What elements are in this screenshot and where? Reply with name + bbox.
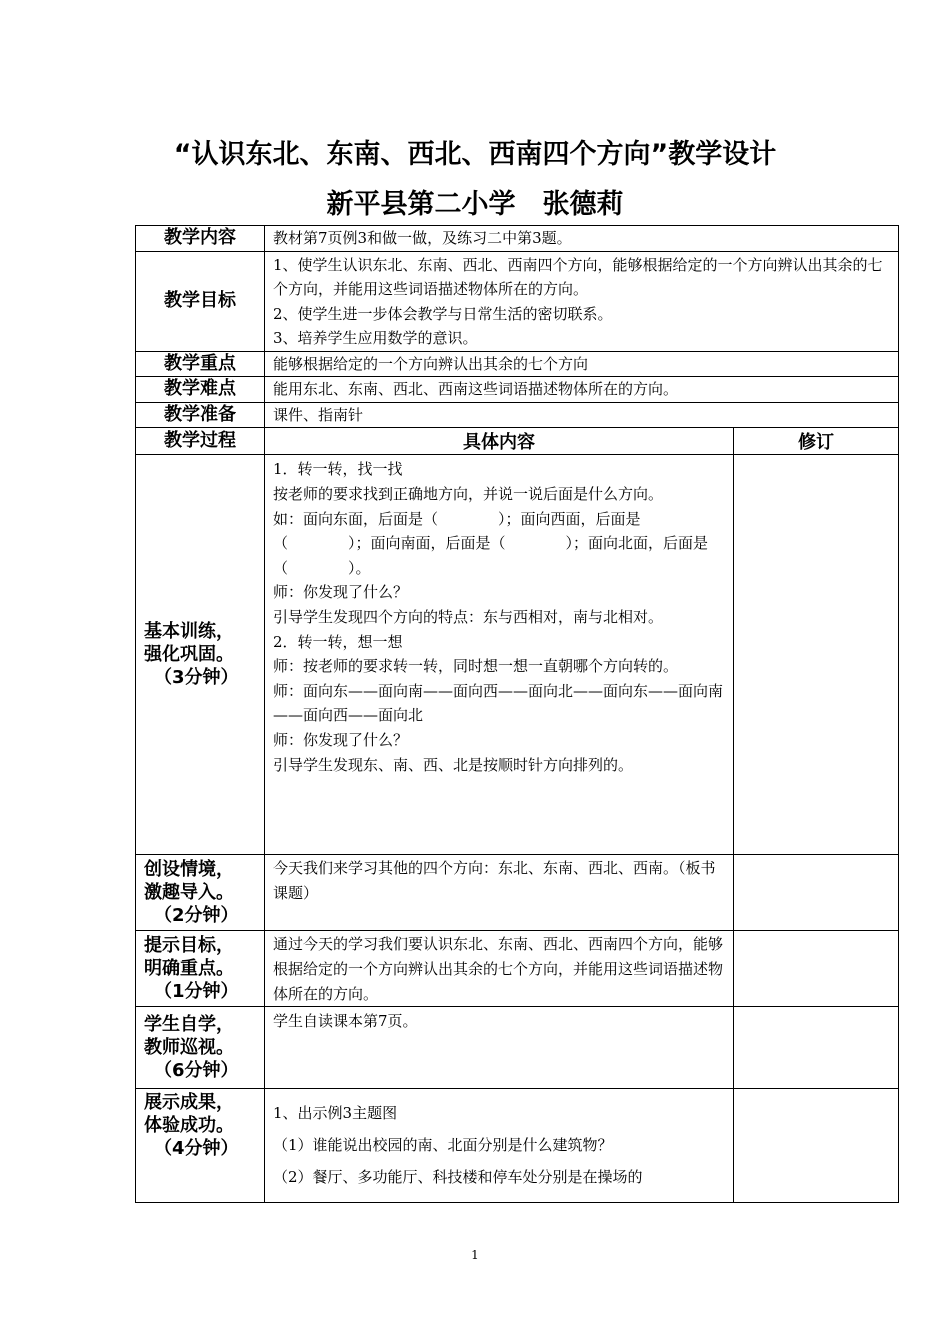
info-row-key-point (136, 351, 899, 377)
text-line: （1）谁能说出校园的南、北面分别是什么建筑物？ (273, 1136, 613, 1155)
stage-revision (734, 855, 899, 931)
text-line: 学生自读课本第7页。 (273, 1012, 418, 1031)
text-line: 1．转一转，找一找 (273, 460, 403, 479)
stage-minutes: （3分钟） (154, 667, 239, 689)
text-line: 2．转一转，想一想 (273, 632, 403, 651)
process-header-row (136, 428, 899, 455)
stage-row (136, 855, 899, 931)
stage-content (265, 455, 734, 855)
text-line: 2、使学生进一步体会教学与日常生活的密切联系。 (273, 304, 613, 323)
row-label: 教学难点 (136, 377, 265, 403)
stage-label (136, 455, 265, 855)
info-row-preparation (136, 402, 899, 428)
stage-content (265, 1089, 734, 1203)
process-label: 教学过程 (136, 428, 265, 455)
stage-label (136, 1089, 265, 1203)
stage-content (265, 931, 734, 1007)
stage-minutes: （2分钟） (154, 905, 239, 927)
text-line: 引导学生发现东、南、西、北是按顺时针方向排列的。 (273, 755, 634, 774)
document-title: “认识东北、东南、西北、西南四个方向”教学设计 (173, 139, 777, 170)
text-line: 师：你发现了什么？ (273, 730, 409, 749)
stage-content (265, 855, 734, 931)
text-line: （2）餐厅、多功能厅、科技楼和停车处分别是在操场的 (273, 1168, 643, 1187)
text-line: 教材第7页例3和做一做，及练习二中第3题。 (273, 229, 572, 247)
row-value (265, 351, 899, 377)
stage-name-line: 提示目标， (144, 935, 234, 957)
row-label: 教学内容 (136, 226, 265, 252)
stage-revision (734, 1007, 899, 1089)
stage-name-line: 激趣导入。 (144, 882, 234, 904)
text-line: 能够根据给定的一个方向辨认出其余的七个方向 (273, 354, 589, 373)
stage-name-line: 体验成功。 (144, 1115, 234, 1137)
info-row-difficulty (136, 377, 899, 403)
text-line: 师：面向东——面向南——面向西——面向北——面向东——面向南——面向西——面向北 (273, 681, 724, 725)
row-label: 教学目标 (136, 251, 265, 351)
stage-revision (734, 455, 899, 855)
row-value (265, 251, 899, 351)
text-line: 3、培养学生应用数学的意识。 (273, 329, 478, 348)
stage-row (136, 931, 899, 1007)
stage-content (265, 1007, 734, 1089)
document-subtitle: 新平县第二小学 张德莉 (326, 189, 624, 220)
row-label: 教学准备 (136, 402, 265, 428)
text-line: 1、使学生认识东北、东南、西北、西南四个方向，能够根据给定的一个方向辨认出其余的七个方向，并能用这些词语描述物体所在的方向。 (273, 255, 883, 299)
stage-name-line: 明确重点。 (144, 958, 234, 980)
stage-label (136, 931, 265, 1007)
stage-row (136, 1007, 899, 1089)
text-line: 师：按老师的要求转一转，同时想一想一直朝哪个方向转的。 (273, 657, 679, 676)
lesson-plan-table (135, 225, 899, 1203)
stage-minutes: （1分钟） (154, 981, 239, 1003)
info-row-content (136, 226, 899, 252)
stage-revision (734, 931, 899, 1007)
stage-revision (734, 1089, 899, 1203)
text-line: 师：你发现了什么？ (273, 583, 409, 602)
text-line: 按老师的要求找到正确地方向，并说一说后面是什么方向。 (273, 484, 664, 503)
stage-minutes: （4分钟） (154, 1138, 239, 1160)
stage-label (136, 1007, 265, 1089)
text-line: 课件、指南针 (273, 405, 364, 424)
content-header: 具体内容 (265, 428, 734, 455)
row-label: 教学重点 (136, 351, 265, 377)
text-line: 通过今天的学习我们要认识东北、东南、西北、西南四个方向，能够根据给定的一个方向辨认出其余的七个方向，并能用这些词语描述物体所在的方向。 (273, 935, 724, 1003)
page-number: 1 (471, 1248, 479, 1262)
stage-name-line: 基本训练， (144, 621, 234, 643)
stage-row (136, 455, 899, 855)
stage-name-line: 教师巡视。 (144, 1037, 234, 1059)
text-line: 引导学生发现四个方向的特点：东与西相对，南与北相对。 (273, 607, 664, 626)
stage-row (136, 1089, 899, 1203)
text-line: 如：面向东面，后面是（ ）；面向西面，后面是（ ）；面向南面，后面是（ ）；面向北面，后面是（ ）。 (273, 509, 709, 577)
text-line: 今天我们来学习其他的四个方向：东北、东南、西北、西南。（板书课题） (273, 859, 716, 902)
text-line: 能用东北、东南、西北、西南这些词语描述物体所在的方向。 (273, 380, 679, 399)
row-value (265, 226, 899, 252)
stage-name-line: 强化巩固。 (144, 644, 234, 666)
stage-minutes: （6分钟） (154, 1060, 239, 1082)
stage-name-line: 创设情境， (144, 859, 234, 881)
row-value (265, 377, 899, 403)
text-line: 1、出示例3主题图 (273, 1104, 398, 1123)
stage-label (136, 855, 265, 931)
stage-name-line: 展示成果， (144, 1092, 234, 1114)
row-value (265, 402, 899, 428)
revision-header: 修订 (734, 428, 899, 455)
stage-name-line: 学生自学， (144, 1014, 234, 1036)
info-row-objectives (136, 251, 899, 351)
